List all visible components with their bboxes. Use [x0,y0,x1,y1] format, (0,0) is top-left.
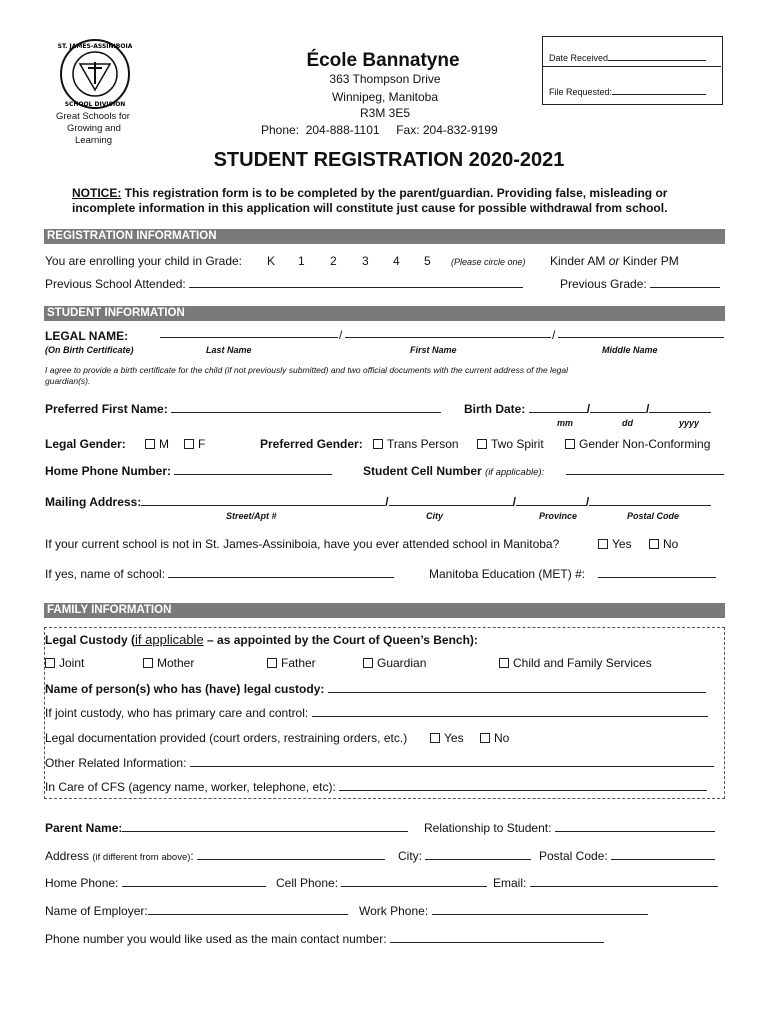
kinder-options[interactable] [550,254,679,268]
city-caption: City [426,511,444,521]
school-phone-fax: Phone: 204-888-1101 Fax: 204-832-9199 [261,123,498,137]
checkbox-icon [430,733,440,743]
parent-home-phone-field[interactable] [45,876,266,890]
other-info-label: Other Related Information: [45,756,187,770]
street-caption: Street/Apt # [226,511,277,521]
svg-text:SCHOOL DIVISION: SCHOOL DIVISION [64,101,126,108]
custody-joint-label: Joint [59,656,85,670]
office-use-divider [542,66,721,67]
gender-non-conforming-checkbox[interactable] [565,437,710,451]
custody-father-checkbox[interactable] [267,656,316,670]
legal-custody-names-label: Name of person(s) who has (have) legal custody: [45,682,325,696]
gender-m-label: M [159,437,169,451]
grade-option-5[interactable]: 5 [424,254,431,268]
checkbox-icon [145,439,155,449]
notice-label: NOTICE: [72,186,122,200]
custody-cfs-checkbox[interactable] [499,656,652,670]
grade-option-k[interactable]: K [267,254,276,268]
attended-yes-label: Yes [612,537,632,551]
birth-date-mm-caption: mm [557,418,574,428]
previous-school-label: Previous School Attended: [45,277,186,291]
checkbox-icon [598,539,608,549]
custody-mother-label: Mother [157,656,195,670]
attended-no-checkbox[interactable] [649,537,678,551]
checkbox-icon [143,658,153,668]
employer-field[interactable] [45,904,348,918]
legal-custody-names-field[interactable] [45,682,706,696]
preferred-gender-label: Preferred Gender: [260,437,363,451]
name-separator-2: / [552,328,556,342]
met-number-field[interactable] [429,567,716,581]
page-title: STUDENT REGISTRATION 2020-2021 [213,149,565,171]
file-requested-label: File Requested: [549,87,613,97]
birth-certificate-note: (On Birth Certificate) [45,345,134,355]
previous-grade-label: Previous Grade: [560,277,647,291]
relationship-label: Relationship to Student: [424,821,552,835]
notice-line-1 [72,186,667,200]
student-cell-input[interactable] [566,464,724,478]
parent-address-field[interactable]: Address (if different from above): [45,849,385,863]
parent-postal-field[interactable] [539,849,715,863]
custody-guardian-label: Guardian [377,656,427,670]
previous-grade-field[interactable] [560,277,720,291]
school-address-1: 363 Thompson Drive [329,72,441,86]
birth-date-field[interactable]: Birth Date: / / [464,402,711,416]
legal-gender-f-checkbox[interactable] [184,437,205,451]
parent-cell-phone-field[interactable] [276,876,487,890]
parent-cell-phone-label: Cell Phone: [276,876,339,890]
middle-name-caption: Middle Name [602,345,658,355]
svg-text:ST. JAMES-ASSINIBOIA: ST. JAMES-ASSINIBOIA [58,43,132,50]
family-section-header: FAMILY INFORMATION [44,603,725,618]
joint-primary-care-label: If joint custody, who has primary care and control: [45,706,309,720]
custody-father-label: Father [281,656,316,670]
first-name-input[interactable] [345,327,551,341]
main-contact-field[interactable] [45,932,604,946]
legal-docs-no-checkbox[interactable] [480,731,509,745]
previous-mb-school-field[interactable] [45,567,394,581]
name-separator-1: / [339,328,343,342]
if-applicable-note: (if applicable): [485,467,545,478]
legal-docs-yes-checkbox[interactable] [430,731,464,745]
main-contact-label: Phone number you would like used as the main contact number: [45,932,387,946]
home-phone-label: Home Phone Number: [45,464,172,478]
school-postal: R3M 3E5 [359,106,411,120]
notice-text-1: This registration form is to be completed by the parent/guardian. Providing false, misleading or [121,186,668,200]
kinder-am-option[interactable]: Kinder AM [550,254,606,268]
registration-section-header: REGISTRATION INFORMATION [44,229,725,244]
if-different-note: (if different from above) [92,852,191,863]
parent-postal-label: Postal Code: [539,849,608,863]
custody-cfs-label: Child and Family Services [513,656,652,670]
previous-school-field[interactable] [45,277,523,291]
checkbox-icon [373,439,383,449]
checkbox-icon [480,733,490,743]
student-section-header: STUDENT INFORMATION [44,306,725,321]
parent-email-field[interactable] [493,876,718,890]
previous-mb-school-label: If yes, name of school: [45,567,166,581]
cfs-care-label: In Care of CFS (agency name, worker, telephone, etc): [45,780,336,794]
preferred-first-name-field[interactable] [45,402,441,416]
file-requested-field[interactable] [549,87,706,97]
date-received-label: Date Received [549,53,609,63]
grade-option-2[interactable]: 2 [330,254,337,268]
custody-label-b: if applicable [135,632,204,647]
custody-label-a: Legal Custody ( [45,633,136,647]
legal-docs-no-label: No [494,731,510,745]
trans-person-label: Trans Person [387,437,459,451]
grade-option-4[interactable]: 4 [393,254,400,268]
school-address-2: Winnipeg, Manitoba [331,90,439,104]
work-phone-label: Work Phone: [359,904,429,918]
legal-custody-label [45,632,478,647]
birth-date-dd-caption: dd [622,418,633,428]
two-spirit-label: Two Spirit [491,437,544,451]
legal-docs-yes-label: Yes [444,731,464,745]
grade-option-1[interactable]: 1 [298,254,305,268]
birth-date-label: Birth Date: [464,402,526,416]
relationship-field[interactable] [424,821,715,835]
checkbox-icon [363,658,373,668]
custody-joint-checkbox[interactable] [45,656,84,670]
tagline-line-1: Great Schools for [56,111,130,122]
birth-date-yyyy-caption: yyyy [679,418,700,428]
work-phone-field[interactable] [359,904,648,918]
gnc-label: Gender Non-Conforming [579,437,711,451]
parent-email-label: Email: [493,876,527,890]
circle-one-note: (Please circle one) [451,257,526,267]
checkbox-icon [565,439,575,449]
tagline-line-3: Learning [75,135,112,146]
school-name: École Bannatyne [306,50,460,71]
middle-name-input[interactable] [558,327,724,341]
province-caption: Province [539,511,578,521]
custody-mother-checkbox[interactable] [143,656,194,670]
enrolling-grade-label: You are enrolling your child in Grade: [45,254,243,268]
birth-certificate-agreement-line-1: I agree to provide a birth certificate for the child (if not previously submitted) and two official documents with the current address of the legal [45,365,569,375]
attended-manitoba-question: If your current school is not in St. James-Assiniboia, have you ever attended school in Manitoba? [45,537,560,551]
kinder-or-text: or [608,254,620,268]
student-cell-field[interactable] [363,464,544,478]
joint-primary-care-field[interactable] [45,706,708,720]
parent-name-label: Parent Name: [45,821,123,835]
custody-label-c: – as appointed by the Court of Queen’s Bench): [203,633,478,647]
parent-city-label: City: [398,849,422,863]
cfs-care-field[interactable] [45,780,707,794]
custody-guardian-checkbox[interactable] [363,656,426,670]
parent-address-label: Address [45,849,90,863]
grade-option-3[interactable]: 3 [362,254,369,268]
checkbox-icon [45,658,55,668]
legal-documentation-question: Legal documentation provided (court orders, restraining orders, etc.) [45,731,408,745]
mailing-address-field[interactable]: Mailing Address: / / / [45,495,711,509]
employer-label: Name of Employer: [45,904,148,918]
legal-gender-m-checkbox[interactable] [145,437,169,451]
attended-yes-checkbox[interactable] [598,537,632,551]
legal-gender-label: Legal Gender: [45,437,126,451]
tagline-line-2: Growing and [67,123,121,134]
legal-name-label: LEGAL NAME: [45,329,129,343]
preferred-first-name-label: Preferred First Name: [45,402,168,416]
postal-code-caption: Postal Code [627,511,680,521]
attended-no-label: No [663,537,679,551]
first-name-caption: First Name [410,345,457,355]
met-number-label: Manitoba Education (MET) #: [429,567,586,581]
birth-certificate-agreement-line-2: guardian(s). [45,376,91,386]
checkbox-icon [649,539,659,549]
kinder-pm-option[interactable]: Kinder PM [622,254,679,268]
last-name-input[interactable] [160,327,338,341]
student-cell-label: Student Cell Number [363,464,482,478]
gender-f-label: F [198,437,206,451]
checkbox-icon [267,658,277,668]
checkbox-icon [477,439,487,449]
date-received-field[interactable] [549,53,706,63]
checkbox-icon [499,658,509,668]
parent-city-field[interactable] [398,849,531,863]
two-spirit-checkbox[interactable] [477,437,544,451]
notice-line-2: incomplete information in this application will constitute just cause for possible withdrawal from school. [72,201,668,215]
home-phone-field[interactable] [45,464,332,478]
other-info-field[interactable] [45,756,714,770]
mailing-address-label: Mailing Address: [45,495,142,509]
checkbox-icon [184,439,194,449]
trans-person-checkbox[interactable] [373,437,459,451]
parent-name-field[interactable] [45,821,408,835]
parent-home-phone-label: Home Phone: [45,876,119,890]
last-name-caption: Last Name [206,345,252,355]
